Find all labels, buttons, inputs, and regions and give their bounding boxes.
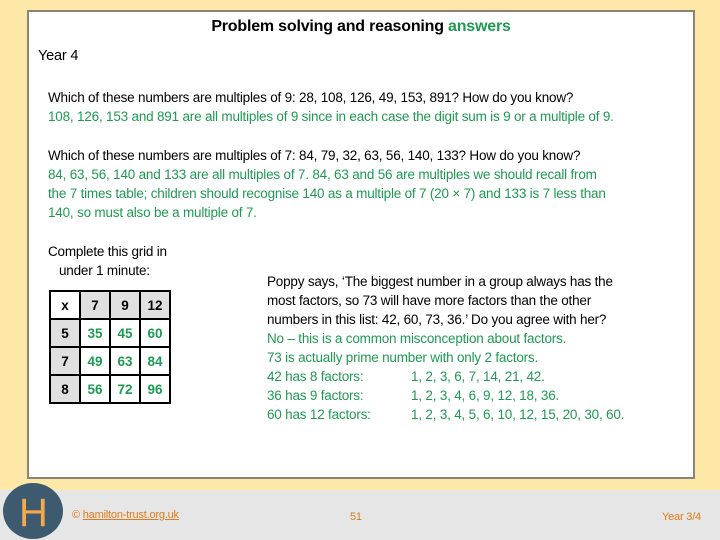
grid-prompt: Complete this grid in	[48, 244, 167, 259]
page-title	[29, 17, 693, 36]
grid-row	[50, 375, 170, 403]
year-level: Year 3/4	[662, 511, 701, 523]
footer	[0, 490, 720, 540]
grid-cell: 72	[110, 375, 140, 403]
copyright-symbol: ©	[72, 509, 80, 521]
grid-cell: 7	[50, 347, 80, 375]
year-label: Year 4	[38, 48, 79, 64]
factor-label: 42 has 8 factors:	[267, 369, 364, 384]
title-answers: answers	[448, 18, 511, 35]
factor-list: 1, 2, 3, 4, 6, 9, 12, 18, 36.	[411, 388, 560, 403]
poppy-answer: 73 is actually prime number with only 2 factors.	[267, 350, 539, 365]
grid-cell: x	[50, 291, 80, 319]
grid-cell: 5	[50, 319, 80, 347]
multiplication-grid	[49, 290, 171, 404]
title-text: Problem solving and reasoning	[211, 18, 444, 35]
factor-list: 1, 2, 3, 6, 7, 14, 21, 42.	[411, 369, 545, 384]
question-1: Which of these numbers are multiples of 9: 28, 108, 126, 49, 153, 891? How do you know?	[48, 90, 574, 105]
grid-cell: 9	[110, 291, 140, 319]
factor-list: 1, 2, 3, 4, 5, 6, 10, 12, 15, 20, 30, 60.	[411, 407, 625, 422]
grid-cell: 96	[140, 375, 170, 403]
grid-cell: 49	[80, 347, 110, 375]
grid-row	[50, 347, 170, 375]
poppy-line: most factors, so 73 will have more factors than the other	[267, 293, 592, 308]
grid-cell: 7	[80, 291, 110, 319]
grid-cell: 8	[50, 375, 80, 403]
grid-cell: 45	[110, 319, 140, 347]
answer-1: 108, 126, 153 and 891 are all multiples of 9 since in each case the digit sum is 9 or a multiple of 9.	[48, 109, 614, 124]
answer-2-line: the 7 times table; children should recognise 140 as a multiple of 7 (20 × 7) and 133 is 7 less than	[48, 186, 606, 201]
grid-cell: 63	[110, 347, 140, 375]
question-2: Which of these numbers are multiples of 7: 84, 79, 32, 63, 56, 140, 133? How do you know?	[48, 148, 581, 163]
grid-cell: 12	[140, 291, 170, 319]
factor-label: 60 has 12 factors:	[267, 407, 371, 422]
factor-label: 36 has 9 factors:	[267, 388, 364, 403]
grid-cell: 35	[80, 319, 110, 347]
answer-2-line: 84, 63, 56, 140 and 133 are all multiples of 7. 84, 63 and 56 are multiples we should recall from	[48, 167, 597, 182]
content-panel	[27, 10, 695, 479]
poppy-answer: No – this is a common misconception about factors.	[267, 331, 567, 346]
hamilton-link[interactable]: hamilton-trust.org.uk	[82, 509, 179, 521]
grid-cell: 60	[140, 319, 170, 347]
poppy-line: Poppy says, ‘The biggest number in a group always has the	[267, 274, 613, 289]
page-number: 51	[350, 511, 362, 523]
hamilton-logo-icon	[3, 483, 63, 539]
answer-2-line: 140, so must also be a multiple of 7.	[48, 205, 257, 220]
grid-cell: 84	[140, 347, 170, 375]
grid-row	[50, 319, 170, 347]
poppy-line: numbers in this list: 42, 60, 73, 36.’ Do you agree with her?	[267, 312, 607, 327]
grid-header-row	[50, 291, 170, 319]
logo-letter: H	[19, 491, 48, 535]
copyright	[72, 506, 179, 525]
grid-cell: 56	[80, 375, 110, 403]
grid-prompt: under 1 minute:	[59, 263, 150, 278]
